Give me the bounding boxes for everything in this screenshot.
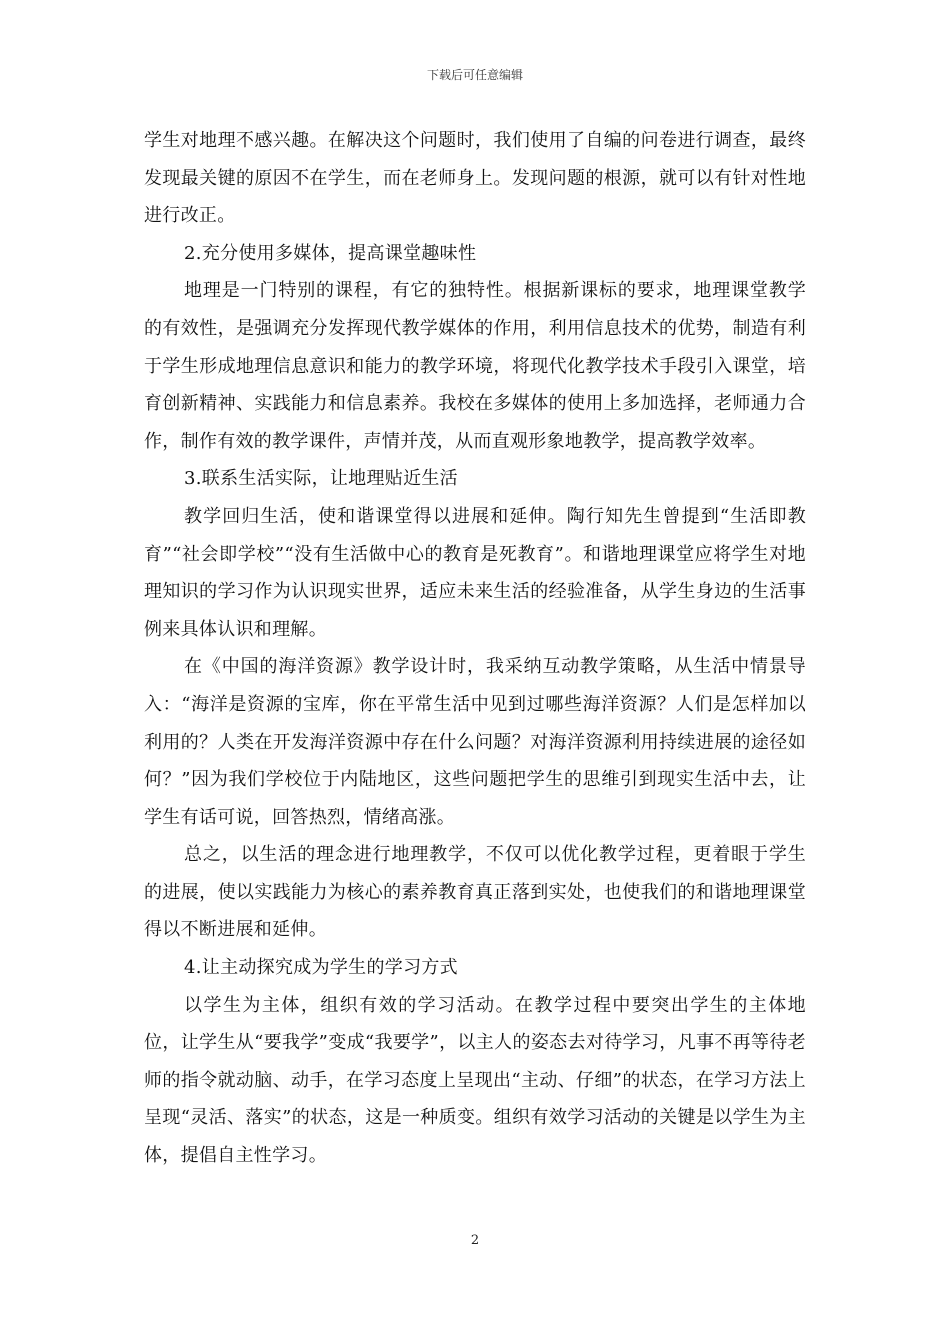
- paragraph-multimedia: 地理是一门特别的课程，有它的独特性。根据新课标的要求，地理课堂教学的有效性，是强调充分发挥现代教学媒体的作用，利用信息技术的优势，制造有利于学生形成地理信息意识和能力的教学环境，将现代化教学技术手段引入课堂，培育创新精神、实践能力和信息素养。我校在多媒体的使用上多加选择，老师通力合作，制作有效的教学课件，声情并茂，从而直观形象地教学，提高教学效率。: [144, 280, 806, 452]
- paragraph-ocean-resources: 在《中国的海洋资源》教学设计时，我采纳互动教学策略，从生活中情景导入：“海洋是资源的宝库，你在平常生活中见到过哪些海洋资源？人们是怎样加以利用的？人类在开发海洋资源中存在什么问题？对海洋资源利用持续进展的途径如何？”因为我们学校位于内陆地区，这些问题把学生的思维引到现实生活中去，让学生有话可说，回答热烈，情绪高涨。: [144, 656, 806, 828]
- paragraph-student-centered: 以学生为主体，组织有效的学习活动。在教学过程中要突出学生的主体地位，让学生从“要我学”变成“我要学”，以主人的姿态去对待学习，凡事不再等待老师的指令就动脑、动手，在学习态度上呈现出“主动、仔细”的状态，在学习方法上呈现“灵活、落实”的状态，这是一种质变。组织有效学习活动的关键是以学生为主体，提倡自主性学习。: [144, 994, 806, 1167]
- section-heading-4: 4.让主动探究成为学生的学习方式: [184, 957, 458, 979]
- paragraph-summary: 总之，以生活的理念进行地理教学，不仅可以优化教学过程，更着眼于学生的进展，使以实践能力为核心的素养教育真正落到实处，也使我们的和谐地理课堂得以不断进展和延伸。: [144, 844, 806, 941]
- paragraph-continued: 学生对地理不感兴趣。在解决这个问题时，我们使用了自编的问卷进行调查，最终发现最关键的原因不在学生，而在老师身上。发现问题的根源，就可以有针对性地进行改正。: [144, 130, 806, 227]
- section-heading-3: 3.联系生活实际，让地理贴近生活: [184, 468, 458, 490]
- document-body: [144, 122, 806, 1175]
- page-header-note: 下载后可任意编辑: [426, 68, 523, 82]
- section-heading-2: 2.充分使用多媒体，提高课堂趣味性: [184, 242, 477, 264]
- paragraph-life-education: 教学回归生活，使和谐课堂得以进展和延伸。陶行知先生曾提到“生活即教育”“社会即学校”“没有生活做中心的教育是死教育”。和谐地理课堂应将学生对地理知识的学习作为认识现实世界，适应未来生活的经验准备，从学生身边的生活事例来具体认识和理解。: [144, 505, 806, 640]
- page-number: 2: [470, 1233, 480, 1248]
